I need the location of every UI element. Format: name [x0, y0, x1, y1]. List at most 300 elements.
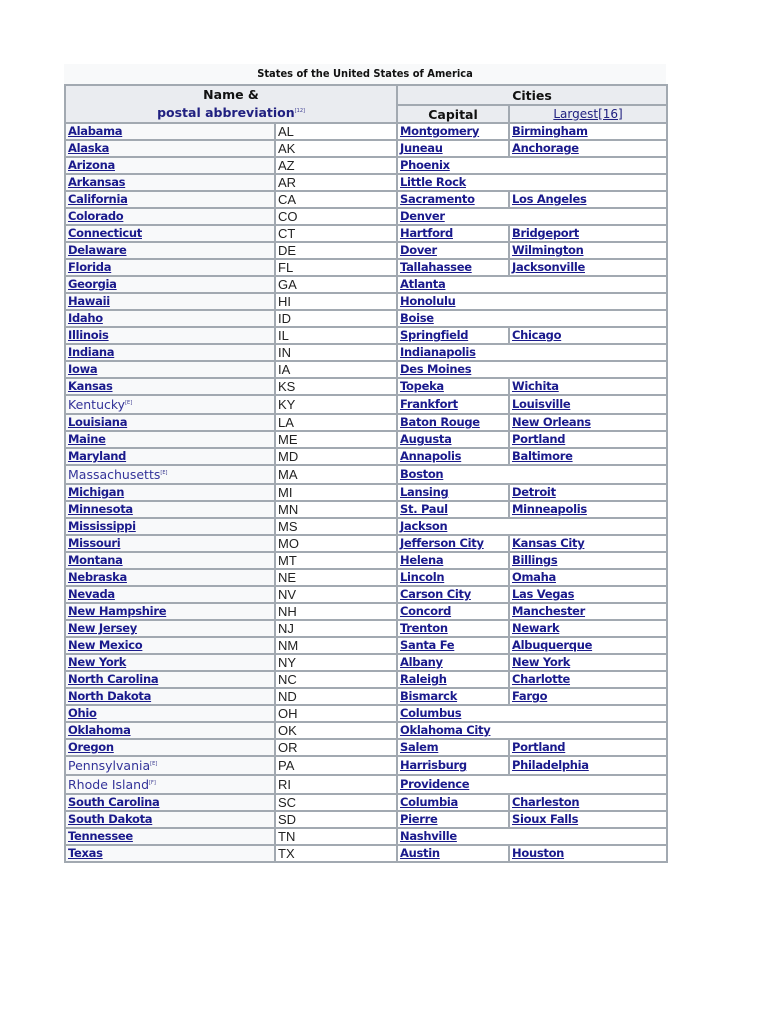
state-name-cell [65, 518, 275, 535]
state-name-link[interactable]: South Dakota [68, 812, 153, 826]
capital-link[interactable]: Jefferson City [400, 536, 484, 550]
capital-link[interactable]: Boise [400, 311, 434, 325]
postal-abbreviation-cell: NH [275, 603, 397, 620]
state-name-cell [65, 569, 275, 586]
capital-link[interactable]: Topeka [400, 379, 444, 393]
postal-abbreviation-cell: MS [275, 518, 397, 535]
state-name-link[interactable]: Texas [68, 846, 103, 860]
largest-city-link[interactable]: Anchorage [512, 141, 579, 155]
state-name-cell [65, 276, 275, 293]
state-name-link[interactable]: Alabama [68, 124, 123, 138]
capital-link[interactable]: Nashville [400, 829, 457, 843]
postal-abbreviation-cell: AR [275, 174, 397, 191]
state-name-cell [65, 794, 275, 811]
capital-link[interactable]: Honolulu [400, 294, 456, 308]
capital-cell [397, 620, 509, 637]
table-row [65, 518, 667, 535]
postal-abbreviation-cell: DE [275, 242, 397, 259]
largest-city-link[interactable]: Billings [512, 553, 558, 567]
state-name-link[interactable]: New York [68, 655, 127, 669]
table-row [65, 811, 667, 828]
postal-abbreviation-cell: TN [275, 828, 397, 845]
postal-abbreviation-cell: OK [275, 722, 397, 739]
table-row [65, 654, 667, 671]
capital-link[interactable]: Atlanta [400, 277, 446, 291]
postal-abbreviation-cell: LA [275, 414, 397, 431]
postal-abbreviation-cell: OH [275, 705, 397, 722]
largest-city-link[interactable]: Detroit [512, 485, 556, 499]
state-name-cell [65, 174, 275, 191]
table-row [65, 705, 667, 722]
capital-cell [397, 344, 667, 361]
state-name-link[interactable]: Mississippi [68, 519, 136, 533]
state-name-cell [65, 310, 275, 327]
largest-city-link[interactable]: New York [512, 655, 571, 669]
state-name-link[interactable]: Arizona [68, 158, 115, 172]
table-row [65, 431, 667, 448]
largest-city-cell [509, 431, 667, 448]
largest-city-cell [509, 484, 667, 501]
state-note-ref[interactable]: [F] [149, 780, 156, 786]
capital-cell [397, 688, 509, 705]
capital-cell [397, 722, 667, 739]
state-name-cell [65, 431, 275, 448]
state-name-link[interactable]: Maine [68, 432, 106, 446]
capital-cell [397, 327, 509, 344]
state-name-link[interactable]: Idaho [68, 311, 103, 325]
capital-link[interactable]: Albany [400, 655, 443, 669]
postal-abbreviation-cell: NM [275, 637, 397, 654]
postal-abbreviation-cell: NC [275, 671, 397, 688]
capital-cell [397, 293, 667, 310]
postal-abbreviation-cell: NE [275, 569, 397, 586]
capital-link[interactable]: St. Paul [400, 502, 448, 516]
state-name-cell [65, 414, 275, 431]
capital-cell [397, 191, 509, 208]
state-name-cell [65, 448, 275, 465]
capital-link[interactable]: Baton Rouge [400, 415, 480, 429]
largest-city-link[interactable]: New Orleans [512, 415, 591, 429]
postal-abbreviation-cell: NY [275, 654, 397, 671]
state-name-link[interactable]: North Carolina [68, 672, 159, 686]
largest-city-link[interactable]: Manchester [512, 604, 586, 618]
largest-city-cell [509, 191, 667, 208]
state-name-link[interactable]: Indiana [68, 345, 115, 359]
state-name-link[interactable]: Minnesota [68, 502, 133, 516]
postal-abbreviation-cell: AZ [275, 157, 397, 174]
table-caption: States of the United States of America [64, 64, 666, 84]
states-table [64, 84, 668, 863]
capital-link[interactable]: Des Moines [400, 362, 472, 376]
capital-cell [397, 242, 509, 259]
postal-abbreviation-cell: AL [275, 123, 397, 140]
capital-cell [397, 569, 509, 586]
capital-cell [397, 208, 667, 225]
largest-city-cell [509, 242, 667, 259]
state-name-link[interactable]: Iowa [68, 362, 98, 376]
state-name-link[interactable]: Georgia [68, 277, 117, 291]
header-name-abbreviation [65, 85, 397, 123]
state-name-cell [65, 535, 275, 552]
largest-city-cell [509, 259, 667, 276]
table-row [65, 586, 667, 603]
capital-cell [397, 140, 509, 157]
table-row [65, 157, 667, 174]
table-row [65, 688, 667, 705]
state-name-link[interactable]: Nebraska [68, 570, 127, 584]
state-name-link[interactable]: Montana [68, 553, 123, 567]
table-row [65, 293, 667, 310]
largest-city-link[interactable]: Omaha [512, 570, 556, 584]
postal-abbreviation-cell: CT [275, 225, 397, 242]
capital-cell [397, 775, 667, 794]
state-name-link[interactable]: Connecticut [68, 226, 142, 240]
largest-city-link[interactable]: Louisville [512, 397, 571, 411]
state-note-ref[interactable]: [E] [160, 470, 168, 476]
postal-abbreviation-cell: MD [275, 448, 397, 465]
capital-cell [397, 259, 509, 276]
postal-abbreviation-cell: TX [275, 845, 397, 862]
postal-abbreviation-cell: SC [275, 794, 397, 811]
largest-city-cell [509, 552, 667, 569]
state-name-cell [65, 208, 275, 225]
largest-city-link[interactable]: Minneapolis [512, 502, 587, 516]
state-name-cell [65, 378, 275, 395]
largest-city-cell [509, 811, 667, 828]
table-row [65, 140, 667, 157]
state-name-link[interactable]: New Mexico [68, 638, 143, 652]
table-row [65, 739, 667, 756]
largest-city-link[interactable]: Wichita [512, 379, 559, 393]
state-name-cell [65, 811, 275, 828]
postal-abbreviation-cell: AK [275, 140, 397, 157]
header-postal-abbreviation: postal abbreviation [157, 105, 295, 121]
state-name-link[interactable]: Michigan [68, 485, 125, 499]
postal-abbreviation-cell: IA [275, 361, 397, 378]
states-table-container [64, 64, 666, 863]
table-row [65, 569, 667, 586]
capital-link[interactable]: Jackson [400, 519, 448, 533]
state-name-cell [65, 327, 275, 344]
state-name-link[interactable]: California [68, 192, 128, 206]
state-name-link[interactable]: New Hampshire [68, 604, 167, 618]
capital-link[interactable]: Providence [400, 777, 470, 791]
capital-cell [397, 535, 509, 552]
capital-link[interactable]: Juneau [400, 141, 443, 155]
state-name-cell [65, 242, 275, 259]
postal-abbreviation-cell: KS [275, 378, 397, 395]
table-row [65, 501, 667, 518]
table-row [65, 603, 667, 620]
state-name-link[interactable]: Pennsylvania [68, 758, 151, 773]
table-row [65, 484, 667, 501]
state-name-link[interactable]: Ohio [68, 706, 97, 720]
largest-city-link[interactable]: Sioux Falls [512, 812, 579, 826]
capital-cell [397, 310, 667, 327]
state-name-cell [65, 157, 275, 174]
state-name-link[interactable]: Nevada [68, 587, 115, 601]
capital-link[interactable]: Harrisburg [400, 758, 467, 772]
capital-link[interactable]: Bismarck [400, 689, 458, 703]
state-name-link[interactable]: Colorado [68, 209, 124, 223]
table-row [65, 310, 667, 327]
largest-city-cell [509, 140, 667, 157]
state-name-link[interactable]: South Carolina [68, 795, 160, 809]
table-row [65, 794, 667, 811]
state-name-link[interactable]: Alaska [68, 141, 110, 155]
state-name-cell [65, 654, 275, 671]
largest-city-cell [509, 586, 667, 603]
table-row [65, 637, 667, 654]
capital-cell [397, 637, 509, 654]
postal-abbreviation-cell: NV [275, 586, 397, 603]
largest-city-link[interactable]: Los Angeles [512, 192, 587, 206]
capital-link[interactable]: Salem [400, 740, 439, 754]
capital-cell [397, 484, 509, 501]
postal-abbreviation-cell: SD [275, 811, 397, 828]
capital-link[interactable]: Annapolis [400, 449, 462, 463]
postal-abbreviation-cell: OR [275, 739, 397, 756]
table-row [65, 552, 667, 569]
capital-cell [397, 603, 509, 620]
state-name-cell [65, 191, 275, 208]
largest-city-link[interactable]: Las Vegas [512, 587, 575, 601]
table-row [65, 620, 667, 637]
table-row [65, 828, 667, 845]
state-name-link[interactable]: Tennessee [68, 829, 133, 843]
header-capital: Capital [397, 105, 509, 123]
postal-abbreviation-cell: IN [275, 344, 397, 361]
state-name-cell [65, 259, 275, 276]
state-name-cell [65, 140, 275, 157]
capital-link[interactable]: Tallahassee [400, 260, 472, 274]
capital-cell [397, 705, 667, 722]
state-name-link[interactable]: Kentucky [68, 397, 126, 412]
capital-link[interactable]: Trenton [400, 621, 448, 635]
capital-link[interactable]: Lansing [400, 485, 449, 499]
postal-abbreviation-cell: CA [275, 191, 397, 208]
largest-city-cell [509, 739, 667, 756]
state-name-link[interactable]: Arkansas [68, 175, 126, 189]
table-row [65, 448, 667, 465]
table-row [65, 722, 667, 739]
largest-city-link[interactable]: Birmingham [512, 124, 588, 138]
capital-link[interactable]: Austin [400, 846, 440, 860]
postal-abbreviation-cell: MA [275, 465, 397, 484]
largest-city-cell [509, 123, 667, 140]
table-row [65, 123, 667, 140]
largest-city-link[interactable]: Wilmington [512, 243, 584, 257]
postal-abbreviation-cell: MN [275, 501, 397, 518]
header-name-line1: Name & [203, 87, 259, 103]
capital-cell [397, 671, 509, 688]
table-row [65, 378, 667, 395]
postal-abbreviation-cell: CO [275, 208, 397, 225]
capital-link[interactable]: Columbus [400, 706, 462, 720]
states-table-body [65, 123, 667, 862]
largest-city-cell [509, 603, 667, 620]
header-name-line2 [68, 103, 394, 121]
largest-city-cell [509, 448, 667, 465]
capital-cell [397, 448, 509, 465]
capital-cell [397, 739, 509, 756]
largest-city-cell [509, 535, 667, 552]
largest-city-cell [509, 395, 667, 414]
capital-link[interactable]: Denver [400, 209, 445, 223]
postal-abbreviation-cell: MI [275, 484, 397, 501]
capital-link[interactable]: Little Rock [400, 175, 466, 189]
capital-link[interactable]: Montgomery [400, 124, 480, 138]
largest-city-link[interactable]: Baltimore [512, 449, 573, 463]
largest-city-link[interactable]: Fargo [512, 689, 548, 703]
capital-cell [397, 361, 667, 378]
largest-city-cell [509, 501, 667, 518]
largest-city-cell [509, 756, 667, 775]
largest-city-link[interactable]: Chicago [512, 328, 562, 342]
capital-cell [397, 828, 667, 845]
capital-link[interactable]: Dover [400, 243, 437, 257]
postal-abbreviation-cell: RI [275, 775, 397, 794]
state-name-cell [65, 395, 275, 414]
header-name-ref[interactable]: [12] [294, 108, 305, 115]
largest-city-link[interactable]: Charleston [512, 795, 580, 809]
state-name-link[interactable]: New Jersey [68, 621, 137, 635]
table-row [65, 671, 667, 688]
largest-city-cell [509, 794, 667, 811]
state-name-cell [65, 552, 275, 569]
capital-cell [397, 276, 667, 293]
capital-cell [397, 845, 509, 862]
postal-abbreviation-cell: FL [275, 259, 397, 276]
capital-cell [397, 225, 509, 242]
state-name-link[interactable]: Louisiana [68, 415, 128, 429]
state-name-cell [65, 465, 275, 484]
largest-city-cell [509, 845, 667, 862]
table-row [65, 414, 667, 431]
largest-city-cell [509, 225, 667, 242]
table-row [65, 191, 667, 208]
largest-city-cell [509, 688, 667, 705]
capital-cell [397, 794, 509, 811]
capital-cell [397, 654, 509, 671]
postal-abbreviation-cell: IL [275, 327, 397, 344]
table-row [65, 535, 667, 552]
capital-cell [397, 501, 509, 518]
largest-city-link[interactable]: Houston [512, 846, 565, 860]
state-name-link[interactable]: Missouri [68, 536, 121, 550]
capital-cell [397, 414, 509, 431]
capital-cell [397, 586, 509, 603]
largest-city-cell [509, 569, 667, 586]
largest-city-cell [509, 620, 667, 637]
state-name-link[interactable]: Oregon [68, 740, 114, 754]
state-name-link[interactable]: Illinois [68, 328, 109, 342]
header-largest [509, 105, 667, 123]
state-name-cell [65, 775, 275, 794]
state-name-link[interactable]: Kansas [68, 379, 113, 393]
state-name-cell [65, 739, 275, 756]
largest-city-cell [509, 378, 667, 395]
capital-cell [397, 378, 509, 395]
capital-cell [397, 518, 667, 535]
state-name-link[interactable]: Delaware [68, 243, 127, 257]
table-row [65, 327, 667, 344]
state-name-link[interactable]: Hawaii [68, 294, 110, 308]
capital-link[interactable]: Santa Fe [400, 638, 455, 652]
state-name-link[interactable]: Oklahoma [68, 723, 131, 737]
capital-link[interactable]: Augusta [400, 432, 452, 446]
state-name-cell [65, 845, 275, 862]
state-name-cell [65, 756, 275, 775]
largest-city-link[interactable]: Portland [512, 740, 566, 754]
postal-abbreviation-cell: MO [275, 535, 397, 552]
state-note-ref[interactable]: [E] [125, 400, 133, 406]
state-name-cell [65, 603, 275, 620]
state-name-cell [65, 344, 275, 361]
capital-link[interactable]: Lincoln [400, 570, 445, 584]
state-name-cell [65, 828, 275, 845]
table-row [65, 259, 667, 276]
largest-city-link[interactable]: Jacksonville [512, 260, 585, 274]
table-row [65, 775, 667, 794]
largest-city-link[interactable]: Newark [512, 621, 560, 635]
state-name-link[interactable]: Florida [68, 260, 112, 274]
state-name-cell [65, 123, 275, 140]
capital-link[interactable]: Raleigh [400, 672, 447, 686]
state-note-ref[interactable]: [E] [150, 761, 158, 767]
state-name-cell [65, 722, 275, 739]
capital-link[interactable]: Carson City [400, 587, 471, 601]
table-row [65, 361, 667, 378]
table-row [65, 276, 667, 293]
state-name-cell [65, 484, 275, 501]
capital-link[interactable]: Sacramento [400, 192, 475, 206]
capital-cell [397, 756, 509, 775]
table-row [65, 344, 667, 361]
largest-city-link[interactable]: Albuquerque [512, 638, 593, 652]
capital-link[interactable]: Indianapolis [400, 345, 476, 359]
capital-link[interactable]: Pierre [400, 812, 438, 826]
state-name-link[interactable]: Maryland [68, 449, 127, 463]
capital-link[interactable]: Concord [400, 604, 452, 618]
state-name-link[interactable]: North Dakota [68, 689, 152, 703]
capital-cell [397, 431, 509, 448]
state-name-link[interactable]: Massachusetts [68, 467, 161, 482]
capital-link[interactable]: Helena [400, 553, 444, 567]
largest-city-link[interactable]: Bridgeport [512, 226, 579, 240]
largest-city-link[interactable]: Kansas City [512, 536, 585, 550]
capital-link[interactable]: Hartford [400, 226, 453, 240]
largest-city-link[interactable]: Charlotte [512, 672, 571, 686]
largest-city-link[interactable]: Portland [512, 432, 566, 446]
table-row [65, 845, 667, 862]
largest-city-link[interactable]: Philadelphia [512, 758, 589, 772]
capital-link[interactable]: Springfield [400, 328, 469, 342]
postal-abbreviation-cell: NJ [275, 620, 397, 637]
postal-abbreviation-cell: MT [275, 552, 397, 569]
capital-link[interactable]: Oklahoma City [400, 723, 491, 737]
capital-link[interactable]: Frankfort [400, 397, 458, 411]
capital-link[interactable]: Phoenix [400, 158, 450, 172]
capital-link[interactable]: Boston [400, 467, 444, 481]
state-name-cell [65, 225, 275, 242]
state-name-link[interactable]: Rhode Island [68, 777, 150, 792]
header-largest-link[interactable]: Largest[16] [553, 106, 623, 121]
largest-city-cell [509, 671, 667, 688]
capital-link[interactable]: Columbia [400, 795, 459, 809]
table-row [65, 395, 667, 414]
capital-cell [397, 552, 509, 569]
